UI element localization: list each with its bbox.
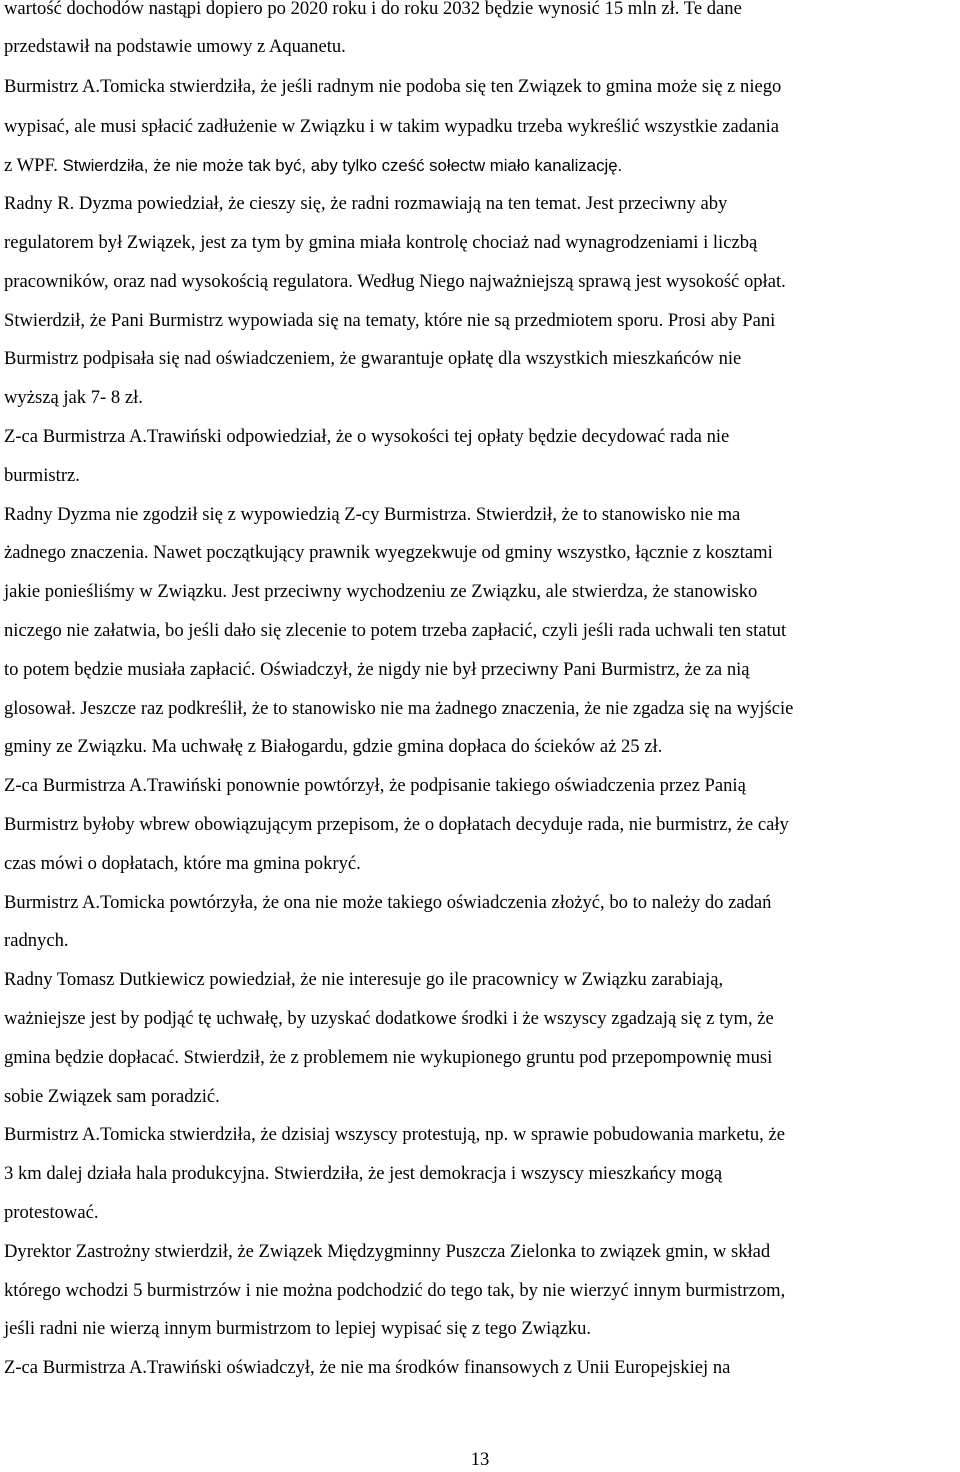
text-line: wypisać, ale musi spłacić zadłużenie w Związku i w takim wypadku trzeba wykreślić wszystkie zadania: [4, 116, 779, 137]
text-line: pracowników, oraz nad wysokością regulatora. Według Niego najważniejszą sprawą jest wysokość opłat.: [4, 271, 786, 292]
text-line: [4, 154, 958, 178]
text-line: Radny Tomasz Dutkiewicz powiedział, że nie interesuje go ile pracownicy w Związku zarabiają,: [4, 969, 724, 990]
text-line: którego wchodzi 5 burmistrzów i nie można podchodzić do tego tak, by nie wierzyć innym burmistrzom,: [4, 1280, 786, 1301]
text-line: czas mówi o dopłatach, które ma gmina pokryć.: [4, 853, 361, 874]
text-line: regulatorem był Związek, jest za tym by gmina miała kontrolę chociaż nad wynagrodzeniami i liczbą: [4, 232, 758, 253]
text-line: Burmistrz podpisała się nad oświadczeniem, że gwarantuje opłatę dla wszystkich mieszkańców nie: [4, 348, 742, 369]
text-line: wyższą jak 7- 8 zł.: [4, 387, 143, 408]
text-line: Radny Dyzma nie zgodził się z wypowiedzią Z-cy Burmistrza. Stwierdził, że to stanowisko nie ma: [4, 504, 741, 525]
text-line: jakie ponieśliśmy w Związku. Jest przeciwny wychodzeniu ze Związku, ale stwierdza, że stanowisko: [4, 581, 758, 602]
text-line: Z-ca Burmistrza A.Trawiński oświadczył, że nie ma środków finansowych z Unii Europejskiej na: [4, 1357, 731, 1378]
text-run: Stwierdziła, że nie może tak być, aby tylko cześć sołectw miało kanalizację.: [62, 156, 623, 175]
text-line: Burmistrz A.Tomicka powtórzyła, że ona nie może takiego oświadczenia złożyć, bo to należy do zadań: [4, 892, 772, 913]
text-line: 3 km dalej działa hala produkcyjna. Stwierdziła, że jest demokracja i wszyscy mieszkańcy mogą: [4, 1163, 723, 1184]
text-line: wartość dochodów nastąpi dopiero po 2020 roku i do roku 2032 będzie wynosić 15 mln zł. Te dane: [4, 0, 742, 19]
text-line: gminy ze Związku. Ma uchwałę z Białogardu, gdzie gmina dopłaca do ścieków aż 25 zł.: [4, 736, 663, 757]
text-line: sobie Związek sam poradzić.: [4, 1086, 220, 1107]
text-line: Dyrektor Zastrożny stwierdził, że Związek Międzygminny Puszcza Zielonka to związek gmin, w skład: [4, 1241, 771, 1262]
text-line: Z-ca Burmistrza A.Trawiński odpowiedział, że o wysokości tej opłaty będzie decydować rada nie: [4, 426, 730, 447]
text-line: żadnego znaczenia. Nawet początkujący prawnik wyegzekwuje od gminy wszystko, łącznie z kosztami: [4, 542, 773, 563]
text-line: radnych.: [4, 930, 69, 951]
text-line: burmistrz.: [4, 465, 80, 486]
page-number: 13: [470, 1449, 490, 1470]
text-line: Stwierdził, że Pani Burmistrz wypowiada się na tematy, które nie są przedmiotem sporu. Prosi aby Pani: [4, 310, 776, 331]
text-line: to potem będzie musiała zapłacić. Oświadczył, że nigdy nie był przeciwny Pani Burmistrz, że za nią: [4, 659, 750, 680]
text-line: Burmistrz A.Tomicka stwierdziła, że dzisiaj wszyscy protestują, np. w sprawie pobudowania marketu, że: [4, 1124, 785, 1145]
text-line: niczego nie załatwia, bo jeśli dało się zlecenie to potem trzeba zapłacić, czyli jeśli rada uchwali ten statut: [4, 620, 787, 641]
text-line: ważniejsze jest by podjąć tę uchwałę, by uzyskać dodatkowe środki i że wszyscy zgadzają się z tym, że: [4, 1008, 774, 1029]
text-line: gmina będzie dopłacać. Stwierdził, że z problemem nie wykupionego gruntu pod przepompownię musi: [4, 1047, 773, 1068]
text-line: glosował. Jeszcze raz podkreślił, że to stanowisko nie ma żadnego znaczenia, że nie zgadza się na wyjście: [4, 698, 794, 719]
text-line: Burmistrz byłoby wbrew obowiązującym przepisom, że o dopłatach decyduje rada, nie burmistrz, że cały: [4, 814, 789, 835]
text-run: z WPF.: [4, 155, 63, 176]
text-line: Burmistrz A.Tomicka stwierdziła, że jeśli radnym nie podoba się ten Związek to gmina może się z niego: [4, 76, 782, 97]
text-line: przedstawił na podstawie umowy z Aquanetu.: [4, 36, 346, 57]
text-line: jeśli radni nie wierzą innym burmistrzom to lepiej wypisać się z tego Związku.: [4, 1318, 592, 1339]
text-line: Radny R. Dyzma powiedział, że cieszy się, że radni rozmawiają na ten temat. Jest przeciwny aby: [4, 193, 728, 214]
text-line: Z-ca Burmistrza A.Trawiński ponownie powtórzył, że podpisanie takiego oświadczenia przez Panią: [4, 775, 746, 796]
text-line: protestować.: [4, 1202, 99, 1223]
